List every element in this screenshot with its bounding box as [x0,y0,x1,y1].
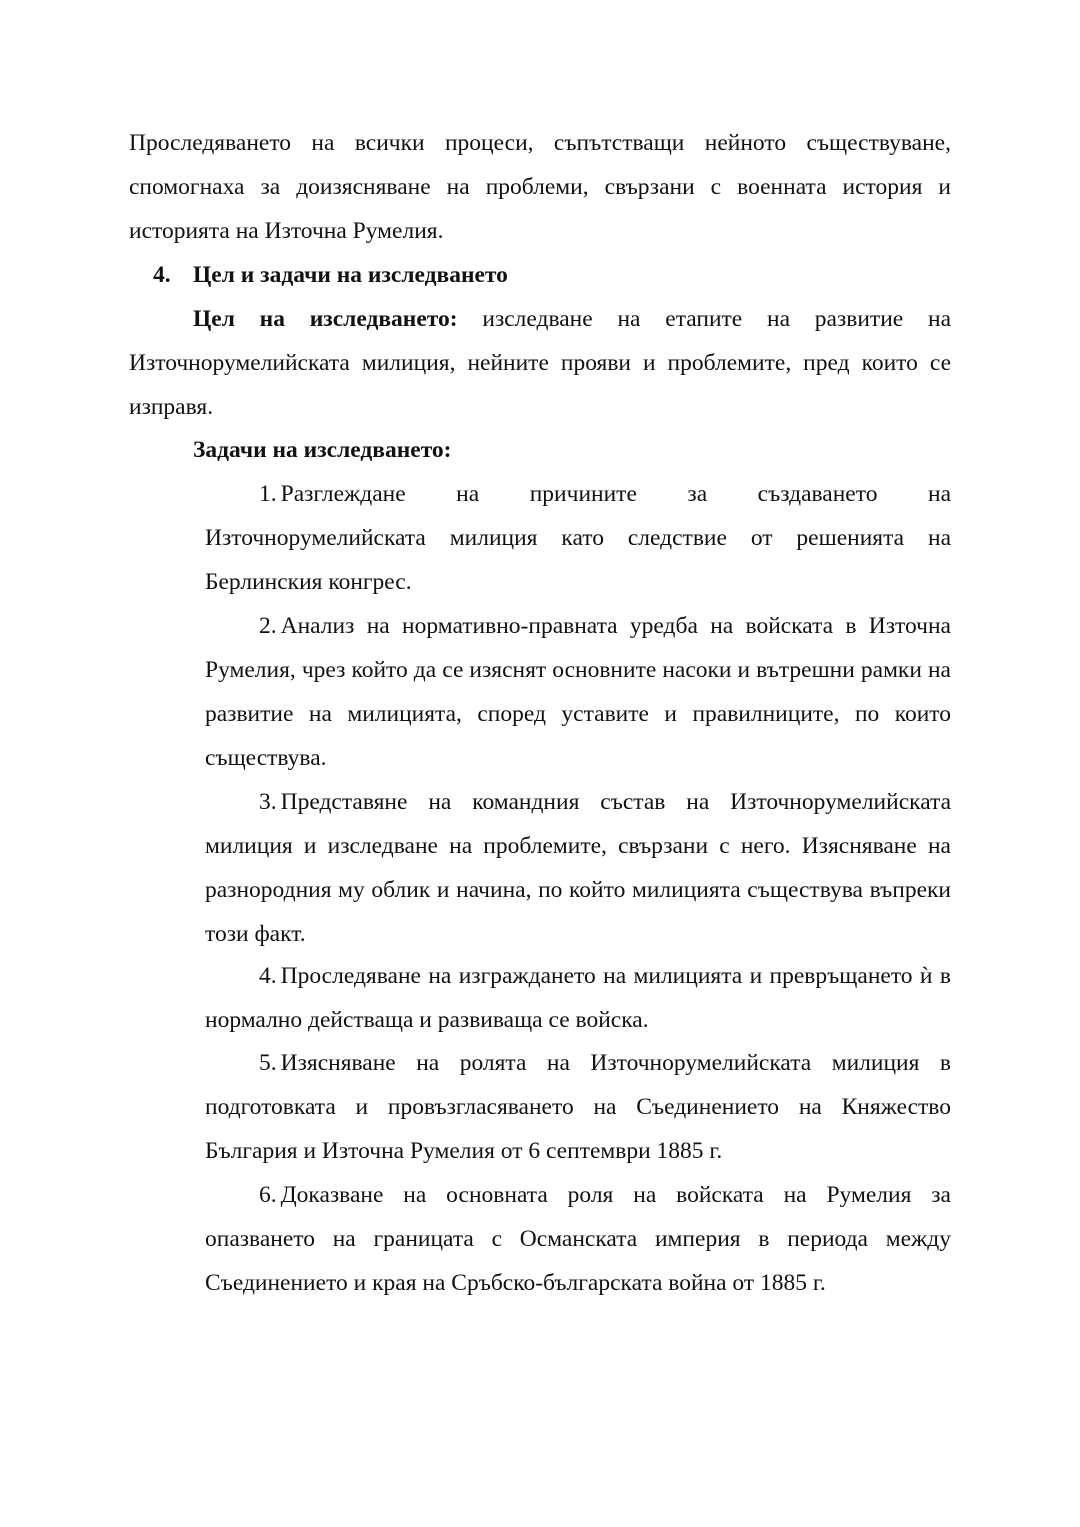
task-text: Анализ на нормативно-правната уредба на войската в Източна Румелия, чрез който да се изяснят основните насоки и вътрешни рамки на развитие на милицията, според уставите и правилниците, по които съществува. [205,613,951,771]
task-number: 3. [259,789,277,815]
task-item [205,1041,951,1173]
task-text: Доказване на основната роля на войската на Румелия за опазването на границата с Османската империя в периода между Съединението и края на Сръбско-българската война от 1885 г. [205,1182,951,1296]
tasks-heading: Задачи на изследването: [193,437,452,463]
intro-paragraph: Проследяването на всички процеси, съпътстващи нейното съществуване, спомогнаха за доизясняване на проблеми, свързани с военната история и историята на Източна Румелия. [129,130,951,244]
task-number: 2. [259,613,277,639]
task-text: Представяне на командния състав на Източнорумелийската милиция и изследване на проблемите, свързани с него. Изясняване на разнородния му облик и начина, по който милицията съществува въпреки този факт. [205,789,951,947]
task-item [205,780,951,956]
task-text: Изясняване на ролята на Източнорумелийската милиция в подготовката и провъзгласяването на Съединението на Княжество България и Източна Румелия от 6 септември 1885 г. [205,1050,951,1164]
task-item [205,472,951,604]
goal-paragraph [129,297,951,429]
section-title: Цел и задачи на изследването [193,262,508,288]
task-text: Проследяване на изграждането на милицията и превръщането ѝ в нормално действаща и развиваща се войска. [205,963,951,1033]
task-item [205,604,951,780]
section-heading [153,253,508,297]
section-number: 4. [153,262,171,288]
task-number: 6. [259,1182,277,1208]
task-text: Разглеждане на причините за създаването на Източнорумелийската милиция като следствие от решенията на Берлинския конгрес. [205,481,951,595]
task-number: 4. [259,963,277,989]
task-number: 5. [259,1050,277,1076]
goal-label: Цел на изследването: [193,306,458,332]
task-item [205,1173,951,1305]
goal-text: изследване на етапите на развитие на Източнорумелийската милиция, нейните прояви и проблемите, пред които се изправя. [129,306,951,420]
task-number: 1. [259,481,277,507]
task-item [205,954,951,1042]
